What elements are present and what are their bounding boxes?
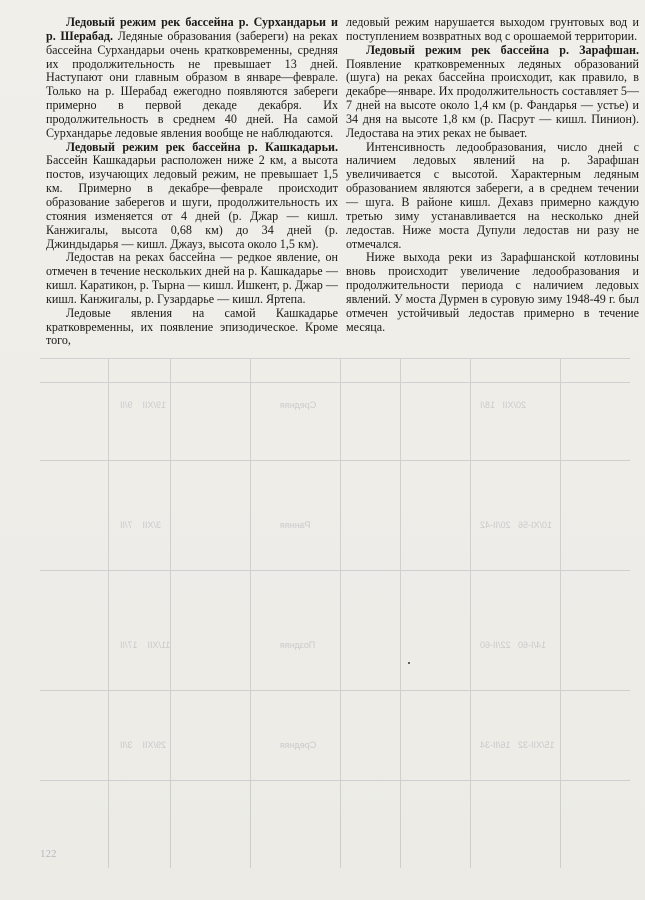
heading-zarafshan: Ледовый режим рек бассейна р. Зарафшан. — [366, 42, 639, 57]
left-column — [46, 16, 338, 348]
right-column — [346, 16, 639, 334]
paragraph-intensity: Интенсивность ледообразования, число дней с наличием ледовых явлений на р. Зарафшан увеличивается с высотой. Характерным ледяным образованием являются забереги, а в среднем течении — шуга. В районе кишл. Дехавз примерно каждую третью зиму устанавливается на несколько дней ледостав. Ниже моста Дупули ледостав ни разу не отмечался. — [346, 139, 639, 251]
paragraph-continuation: ледовый режим нарушается выходом грунтовых вод и поступлением возвратных вод с орошаемой территории. — [346, 15, 639, 43]
page-number: 122 — [40, 848, 57, 860]
text-kashkadarya: Бассейн Кашкадарьи расположен ниже 2 км, а высота постов, изучающих ледовый режим, не превышает 1,5 км. Примерно в декабре—феврале происходит образование заберегов и шуги, продолжительность их стояния изменяется от 4 дней (р. Джар — кишл. Канжигалы, высота 0,68 км) до 34 дней (р. Джиндыдарья — кишл. Джауз, высота около 1,5 км). — [46, 153, 338, 251]
paragraph-zarafshan — [346, 44, 639, 141]
text-surkhandarya: Ледяные образования (забереги) на реках бассейна Сурхандарьи очень кратковременны, средняя их продолжительность не превышает 13 дней. Наступают они главным образом в январе—феврале. Только на р. Шерабад ежегодно появляются забереги примерно в первой декаде декабря. Их продолжительность в среднем 40 дней. На самой Сурхандарье ледовые явления вообще не наблюдаются. — [46, 28, 338, 140]
paragraph-surkhandarya — [46, 16, 338, 141]
paragraph-ice-cover-kashkadarya: Ледостав на реках бассейна — редкое явление, он отмечен в течение нескольких дней на р. Кашкадарье — кишл. Каратикон, р. Тырна — кишл. Ишкент, р. Джар — кишл. Канжигалы, р. Гузардарье — кишл. Яртепа. — [46, 250, 338, 306]
paragraph-kashkadarya — [46, 141, 338, 252]
paragraph-durmen-bridge: Ниже выхода реки из Зарафшанской котловины вновь происходит увеличение ледообразования и продолжительности периода с наличием ледовых явлений. У моста Дурмен в суровую зиму 1948-49 г. был отмечен устойчивый ледостав примерно в течение месяца. — [346, 250, 639, 334]
heading-kashkadarya: Ледовый режим рек бассейна р. Кашкадарьи. — [66, 139, 338, 154]
heading-surkhandarya: Ледовый режим рек бассейна р. Сурхандарьи и р. Шерабад. — [46, 15, 338, 43]
paragraph-kashkadarya-ice-phenomena: Ледовые явления на самой Кашкадарье кратковременны, их появление эпизодическое. Кроме того, — [46, 305, 338, 348]
show-through-table: 19/XII 9/II Средняя 20/XII 18/I 3/XII 7/II Ранняя 10/XI-56 20/II-42 11/XII 17/II Поздняя 14/I-60 22/II-60 29/XII 3/II Средняя 15/XII-32 16/II-34 — [40, 340, 630, 870]
text-zarafshan: Появление кратковременных ледяных образований (шуга) на реках бассейна происходит, как правило, в декабре—январе. Их продолжительность составляет 5—7 дней на высоте около 1,4 км (р. Фандарья — устье) и 34 дня на высоте 1,8 км (р. Пасрут — кишл. Пинион). Ледостава на этих реках не бывает. — [346, 56, 639, 140]
print-speck — [408, 662, 410, 664]
